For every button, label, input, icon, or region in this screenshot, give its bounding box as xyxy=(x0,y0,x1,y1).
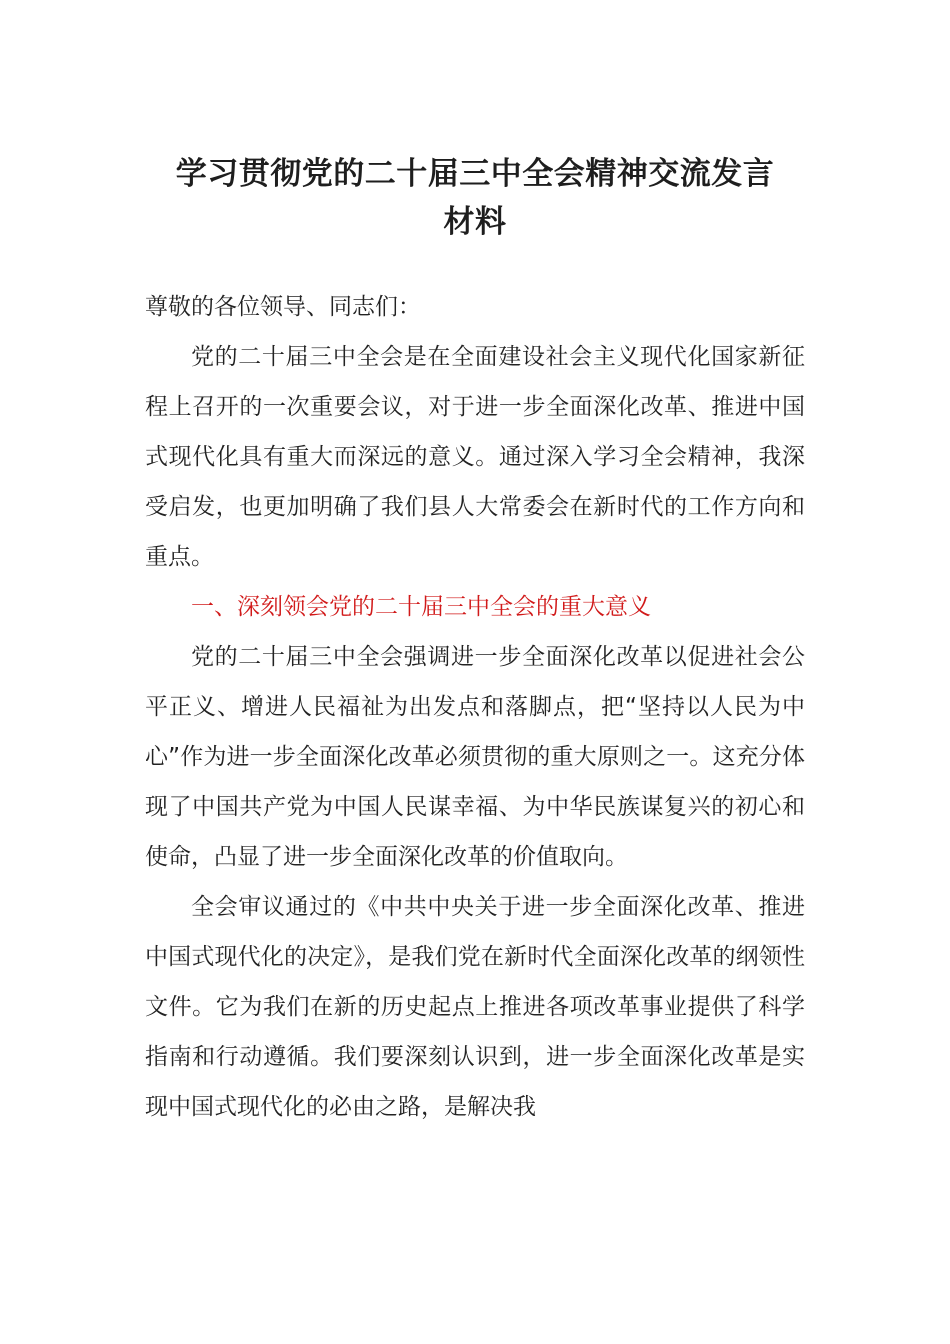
paragraph-significance: 党的二十届三中全会强调进一步全面深化改革以促进社会公平正义、增进人民福祉为出发点和落脚点，把“坚持以人民为中心”作为进一步全面深化改革必须贯彻的重大原则之一。这充分体现了中国共产党为中国人民谋幸福、为中华民族谋复兴的初心和使命，凸显了进一步全面深化改革的价值取向。 xyxy=(145,644,805,870)
paragraph-decision: 全会审议通过的《中共中央关于进一步全面深化改革、推进中国式现代化的决定》，是我们党在新时代全面深化改革的纲领性文件。它为我们在新的历史起点上推进各项改革事业提供了科学指南和行动遵循。我们要深刻认识到，进一步全面深化改革是实现中国式现代化的必由之路，是解决我 xyxy=(145,894,805,1120)
paragraph-intro: 党的二十届三中全会是在全面建设社会主义现代化国家新征程上召开的一次重要会议，对于进一步全面深化改革、推进中国式现代化具有重大而深远的意义。通过深入学习全会精神，我深受启发，也更加明确了我们县人大常委会在新时代的工作方向和重点。 xyxy=(145,344,805,570)
title-line-2: 材料 xyxy=(443,204,507,240)
salutation: 尊敬的各位领导、同志们： xyxy=(145,294,421,320)
document-title xyxy=(145,150,805,246)
title-line-1: 学习贯彻党的二十届三中全会精神交流发言 xyxy=(175,156,775,192)
document-page xyxy=(145,150,805,1132)
section-heading-1: 一、深刻领会党的二十届三中全会的重大意义 xyxy=(191,594,651,620)
